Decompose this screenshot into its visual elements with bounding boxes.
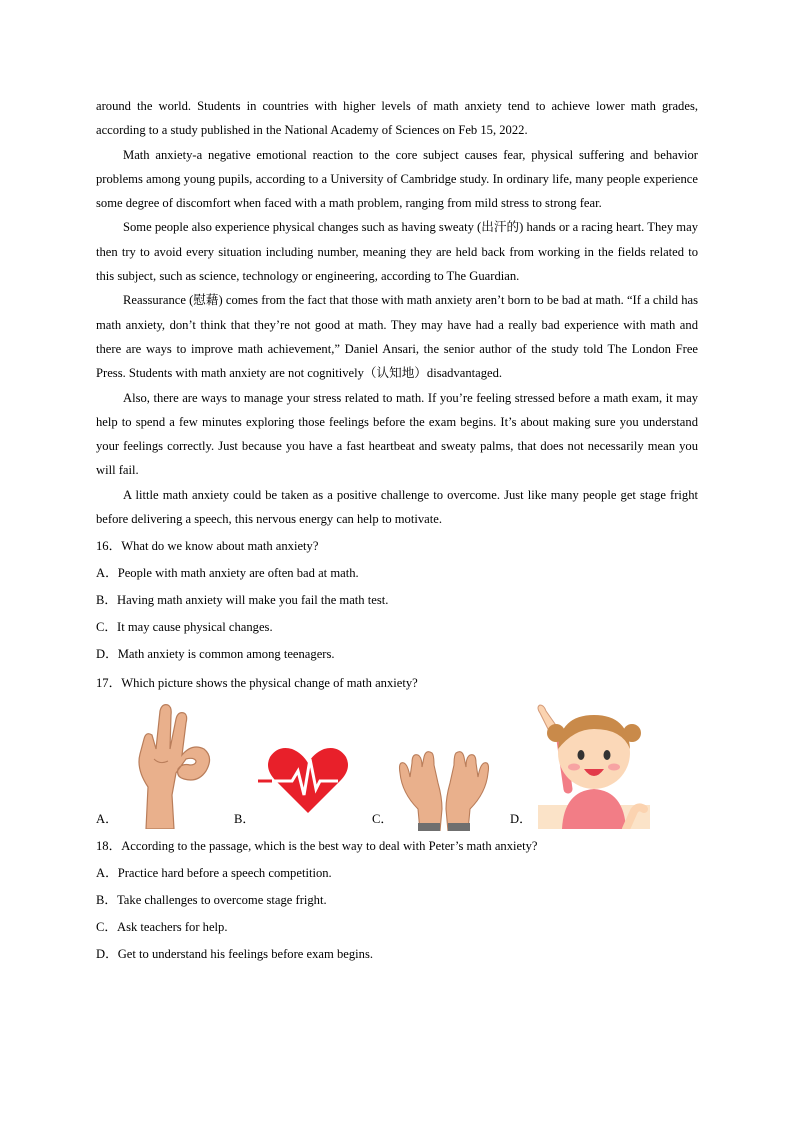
q17-picture-options xyxy=(96,699,698,831)
passage-paragraph-2: Math anxiety-a negative emotional reaction to the core subject causes fear, physical suffering and behavior problems among young pupils, according to a University of Cambridge study. In ordinary life, many people experience some degree of discomfort when faced with a math problem, ranging from mild stress to strong fear. xyxy=(96,147,698,211)
question-16: 16．What do we know about math anxiety? xyxy=(96,539,319,554)
heartbeat-heart-icon xyxy=(258,743,350,815)
q18-option-a: A．Practice hard before a speech competition. xyxy=(96,866,332,881)
q18-option-d: D．Get to understand his feelings before exam begins. xyxy=(96,947,373,962)
q16-option-a: A．People with math anxiety are often bad at math. xyxy=(96,566,359,581)
q17-option-c xyxy=(372,699,512,831)
question-17: 17．Which picture shows the physical change of math anxiety? xyxy=(96,676,418,691)
q17-option-a xyxy=(96,699,236,831)
open-palms-icon xyxy=(398,743,490,831)
q16-option-c: C．It may cause physical changes. xyxy=(96,620,273,635)
q17-option-d xyxy=(510,699,698,831)
passage-paragraph-6: A little math anxiety could be taken as a positive challenge to overcome. Just like many people get stage fright before delivering a speech, this nervous energy can help to motivate. xyxy=(96,487,698,527)
waving-girl-icon xyxy=(534,699,654,829)
q18-option-b: B．Take challenges to overcome stage fright. xyxy=(96,893,327,908)
passage-paragraph-3: Some people also experience physical changes such as having sweaty (出汗的) hands or a racing heart. They may then try to avoid every situation including number, meaning they are held back from working in the fields related to this subject, such as science, technology or engineering, according to The Guardian. xyxy=(96,220,698,284)
ok-hand-icon xyxy=(126,699,221,829)
q17-option-b xyxy=(234,699,374,831)
q16-option-b: B．Having math anxiety will make you fail the math test. xyxy=(96,593,389,608)
q17-option-d-label: D． xyxy=(510,812,532,827)
exam-page xyxy=(96,94,698,968)
question-18: 18．According to the passage, which is the best way to deal with Peter’s math anxiety? xyxy=(96,839,538,854)
passage-paragraph-5: Also, there are ways to manage your stress related to math. If you’re feeling stressed before a math exam, it may help to spend a few minutes exploring those feelings before the exam begins. It’s about making sure you understand your feelings correctly. Just because you have a fast heartbeat and sweaty palms, that does not necessarily mean you will fail. xyxy=(96,390,698,478)
q16-option-d: D．Math anxiety is common among teenagers. xyxy=(96,647,335,662)
passage-paragraph-4: Reassurance (慰藉) comes from the fact that those with math anxiety aren’t born to be bad at math. “If a child has math anxiety, don’t think that they’re not good at math. They may have had a really bad experience with math and there are ways to improve math achievement,” Daniel Ansari, the senior author of the study told The London Free Press. Students with math anxiety are not cognitively（认知地）disadvantaged. xyxy=(96,293,698,381)
q18-option-c: C．Ask teachers for help. xyxy=(96,920,228,935)
q17-option-b-label: B． xyxy=(234,812,255,827)
passage-paragraph-1: around the world. Students in countries with higher levels of math anxiety tend to achieve lower math grades, according to a study published in the National Academy of Sciences on Feb 15, 2022. xyxy=(96,99,698,138)
q17-option-a-label: A． xyxy=(96,812,118,827)
q17-option-c-label: C． xyxy=(372,812,393,827)
